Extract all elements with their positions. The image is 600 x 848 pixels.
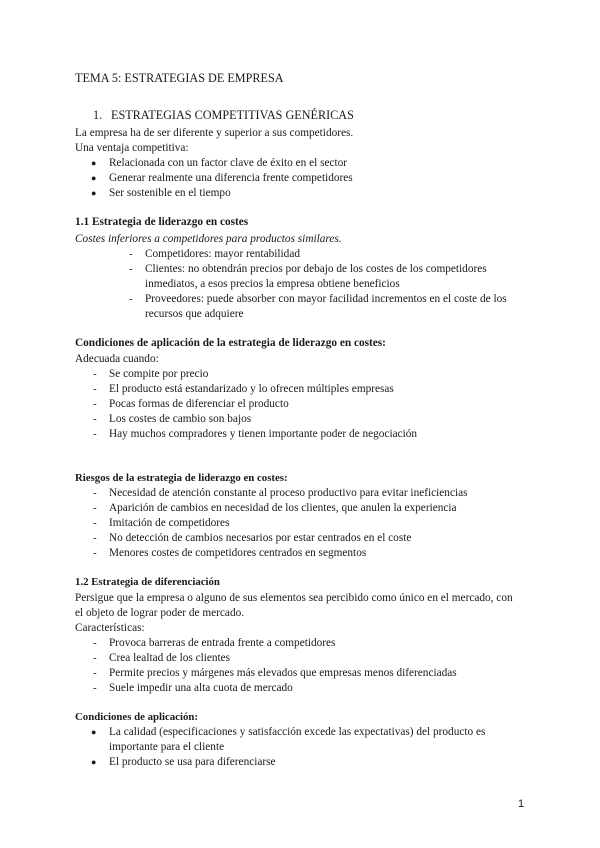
paragraph-line-2: el objeto de lograr poder de mercado. [75,607,245,619]
bullet-icon: ● [91,727,97,737]
dash-icon: - [129,248,133,260]
bullet-icon: ● [91,757,97,767]
list-item: Se compite por precio [109,368,209,380]
list-item: Proveedores: puede absorber con mayor facilidad incrementos en el coste de los [145,293,507,305]
list-item: Hay muchos compradores y tienen importante poder de negociación [109,428,418,440]
intro-line-2: Una ventaja competitiva: [75,142,189,154]
list-item: Crea lealtad de los clientes [109,652,231,664]
section-heading: ESTRATEGIAS COMPETITIVAS GENÉRICAS [111,108,354,122]
subsection-heading: 1.2 Estrategia de diferenciación [75,576,220,588]
conditions-heading: Condiciones de aplicación de la estrategia de liderazgo en costes: [75,337,386,349]
paragraph-line-1: Persigue que la empresa o alguno de sus elementos sea percibido como único en el mercado, con [75,592,513,604]
list-item: Relacionada con un factor clave de éxito en el sector [109,157,348,169]
section-number: 1. [93,108,103,122]
dash-icon: - [93,368,97,380]
dash-icon: - [93,517,97,529]
bullet-icon: ● [91,158,97,168]
list-item-continuation: inmediatos, a esos precios la empresa obtiene beneficios [145,278,400,290]
list-item: Aparición de cambios en necesidad de los clientes, que anulen la experiencia [109,502,457,514]
dash-icon: - [129,293,133,305]
intro-line-1: La empresa ha de ser diferente y superior a sus competidores. [75,127,354,139]
dash-icon: - [93,667,97,679]
list-item: Suele impedir una alta cuota de mercado [109,682,293,694]
subsection-heading: 1.1 Estrategia de liderazgo en costes [75,216,249,228]
list-item-continuation: importante para el cliente [109,741,225,753]
dash-icon: - [93,413,97,425]
dash-icon: - [93,682,97,694]
dash-icon: - [93,652,97,664]
list-item: Competidores: mayor rentabilidad [145,248,300,260]
list-item: Provoca barreras de entrada frente a competidores [109,637,336,649]
conditions-lead: Adecuada cuando: [75,353,159,365]
dash-icon: - [93,547,97,559]
list-item: La calidad (especificaciones y satisfacción excede las expectativas) del producto es [109,726,486,738]
risks-heading: Riesgos de la estrategia de liderazgo en costes: [75,472,288,484]
dash-icon: - [93,487,97,499]
bullet-icon: ● [91,173,97,183]
dash-icon: - [93,502,97,514]
dash-icon: - [93,532,97,544]
dash-icon: - [93,428,97,440]
document-title: TEMA 5: ESTRATEGIAS DE EMPRESA [75,71,284,85]
dash-icon: - [93,637,97,649]
list-item: Pocas formas de diferenciar el producto [109,398,289,410]
list-item: Ser sostenible en el tiempo [109,187,231,199]
list-item: Necesidad de atención constante al proceso productivo para evitar ineficiencias [109,487,468,499]
list-item: El producto se usa para diferenciarse [109,756,276,768]
list-item: El producto está estandarizado y lo ofrecen múltiples empresas [109,383,394,395]
list-item: No detección de cambios necesarios por estar centrados en el coste [109,532,412,544]
list-item: Menores costes de competidores centrados en segmentos [109,547,367,559]
list-item: Permite precios y márgenes más elevados que empresas menos diferenciadas [109,667,457,679]
characteristics-lead: Características: [75,622,145,634]
dash-icon: - [93,383,97,395]
list-item: Clientes: no obtendrán precios por debajo de los costes de los competidores [145,263,487,275]
list-item: Los costes de cambio son bajos [109,413,252,425]
list-item: Generar realmente una diferencia frente competidores [109,172,353,184]
page-number: 1 [518,798,525,810]
application-heading: Condiciones de aplicación: [75,711,198,723]
dash-icon: - [93,398,97,410]
list-item: Imitación de competidores [109,517,230,529]
dash-icon: - [129,263,133,275]
subsection-subtitle: Costes inferiores a competidores para productos similares. [75,233,342,245]
list-item-continuation: recursos que adquiere [145,308,244,320]
bullet-icon: ● [91,188,97,198]
